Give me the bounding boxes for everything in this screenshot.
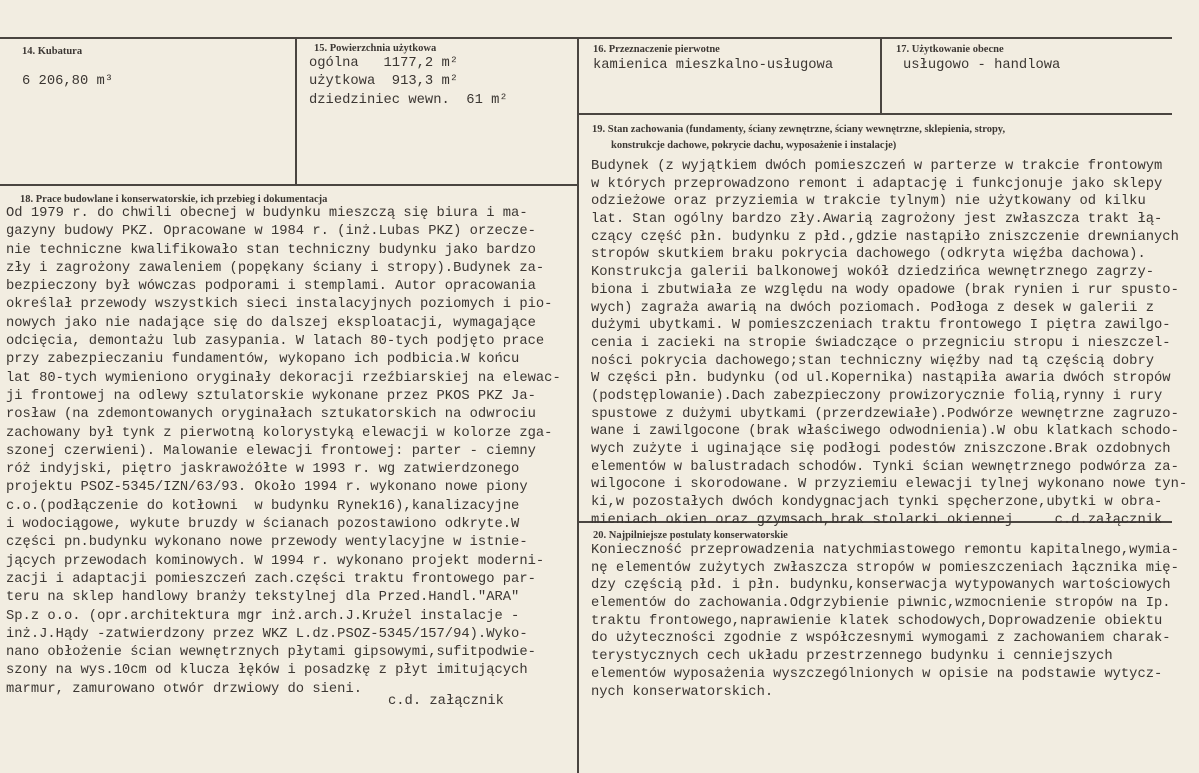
text-line: nano obłożenie ścian wewnętrznych płytami gipsowymi,sufitpodwie- — [6, 645, 536, 661]
text-line: wych) zagraża awarią na dwóch poziomach. Podłoga z desek w galerii z — [591, 300, 1155, 316]
text-line: stropów skutkiem braku pokrycia dachowego (odkryta więźba dachowa). — [591, 247, 1146, 263]
text-line: gazyny budowy PKZ. Opracowane w 1984 r. (inż.Lubas PKZ) orzecze- — [6, 224, 536, 240]
text-line: określał przewody wszystkich sieci instalacyjnych poziomych i pio- — [6, 297, 553, 313]
text-line: odcięcia, demontażu lub zasypania. W latach 80-tych podjęto prace — [6, 334, 545, 350]
text-line: traktu frontowego,naprawienie klatek schodowych,Doprowadzenie obiektu — [591, 613, 1163, 629]
text-line: mieniach okien oraz gzymsach,brak stolarki okiennej c.d.załącznik — [591, 512, 1163, 528]
text-line: lat 80-tych wymieniono oryginały dekoracji rzeźbiarskiej na elewac- — [6, 370, 561, 386]
current-use-value: usługowo - handlowa — [903, 58, 1061, 73]
text-line: wilgocone i skorodowane. W przyziemiu elewacji tylnej wykonano nowe tyn- — [591, 477, 1188, 493]
text-line: ki,w pozostałych dwóch kondygnacjach tynki spęcherzone,ubytki w obra- — [591, 495, 1163, 511]
text-line: Konstrukcja galerii balkonowej wokół dziedzińca wewnętrznego zagrzy- — [591, 265, 1155, 281]
divider-17-19 — [577, 113, 1172, 115]
text-line: ji frontowej na odlewy sztulatorskie wykonane przez PKOS PKZ Ja- — [6, 388, 536, 404]
text-line: wych zużyte i uginające się podłogi podestów zniszczone.Brak ozdobnych — [591, 442, 1171, 457]
divider-16-17 — [880, 38, 882, 114]
text-line: wane i zawilgocone (brak właściwego odwodnienia).W obu klatkach schodo- — [591, 424, 1179, 440]
text-line: odzieżowe oraz przyziemia w trakcie tylnym) nie użytkowany od kilku — [591, 194, 1146, 210]
text-line: czący część płn. budynku z płd.,gdzie nastąpiło zniszczenie drewnianych — [591, 229, 1179, 245]
text-line: W części płn. budynku (od ul.Kopernika) nastąpiła awaria dwóch stropów — [591, 371, 1171, 387]
text-line: elementów w balustradach schodów. Tynki ścian wewnętrznego podwórza za- — [591, 459, 1179, 475]
text-line: Sp.z o.o. (opr.architektura mgr inż.arch.J.Krużel instalacje - — [6, 608, 520, 624]
text-line: nę elementów zużytych zwłaszcza stropów w pomieszczeniach łącznika mię- — [591, 560, 1179, 576]
divider-15-18 — [0, 184, 577, 186]
text-line: lat. Stan ogólny bardzo zły.Awarią zagrożony jest zwłaszcza trakt łą- — [591, 212, 1163, 228]
divider-14-15 — [295, 38, 297, 185]
text-line: rosław (na zdemontowanych oryginałach sztukatorskich na odwrociu — [6, 407, 536, 423]
section-19-text — [591, 158, 1187, 529]
text-line: dziedziniec wewn. 61 m² — [309, 92, 508, 108]
divider-left-right — [577, 38, 579, 773]
text-line: zachowany był tynk z pierwotną kolorystyką elewacji w kolorze zga- — [6, 425, 553, 441]
text-line: bezpieczony był wówczas podporami i stemplami. Autor opracowania — [6, 279, 536, 295]
section-17-label: 17. Użytkowanie obecne — [896, 44, 1004, 55]
text-line: biona i zbutwiała ze względu na wody opadowe (brak rynien i rur spusto- — [591, 282, 1179, 298]
text-line: szony na wys.10cm od klucza łęków i posadzkę z płyt imitujących — [6, 663, 528, 679]
kubatura-value: 6 206,80 m³ — [22, 74, 114, 89]
original-purpose-value: kamienica mieszkalno-usługowa — [593, 58, 834, 73]
text-line: do użyteczności zgodnie z współczesnymi wymogami z zachowaniem charak- — [591, 631, 1171, 647]
text-line: zły i zagrożony zawaleniem (popękany ściany i stropy).Budynek za- — [6, 260, 545, 276]
text-line: jących przewodach kominowych. W 1994 r. wykonano projekt moderni- — [6, 553, 545, 569]
text-line: elementów do zachowania.Odgrzybienie piwnic,wzmocnienie stropów na Ip. — [591, 596, 1171, 612]
section-20-label: 20. Najpilniejsze postulaty konserwatorskie — [593, 530, 788, 541]
text-line: ności pokrycia dachowego;stan techniczny więźby nad tą częścią dobry — [591, 353, 1155, 369]
text-line: elementów wyposażenia wyszczególnionych w opisie na podstawie wytycz- — [591, 666, 1163, 682]
section-15-values — [309, 55, 508, 110]
text-line: teru na sklep handlowy branży tekstylnej dla Przed.Handl."ARA" — [6, 590, 520, 606]
section-18-label: 18. Prace budowlane i konserwatorskie, ich przebieg i dokumentacja — [20, 194, 328, 205]
text-line: zacji i adaptacji pomieszczeń zach.części traktu frontowego par- — [6, 571, 536, 587]
text-line: szonej czerwieni). Malowanie elewacji frontowej: parter - ciemny — [6, 443, 536, 459]
text-line: marmur, zamurowano otwór drzwiowy do sieni. — [6, 681, 363, 697]
section-18-footer: c.d. załącznik — [388, 694, 504, 709]
text-line: spustowe z dużymi ubytkami (przerdzewiałe).Podwórze wewnętrzne zagruzo- — [591, 406, 1179, 422]
text-line: Konieczność przeprowadzenia natychmiastowego remontu kapitalnego,wymia- — [591, 543, 1179, 558]
text-line: inż.J.Hądy -zatwierdzony przez WKZ L.dz.PSOZ-5345/157/94).Wyko- — [6, 626, 528, 642]
text-line: nowych jako nie nadające się do dalszej eksploatacji, wymagające — [6, 315, 536, 331]
section-19-label: 19. Stan zachowania (fundamenty, ściany zewnętrzne, ściany wewnętrzne, sklepienia, stropy, — [592, 124, 1006, 135]
text-line: przy zabezpieczaniu fundamentów, wykopano ich podbicia.W końcu — [6, 352, 520, 368]
section-18-text — [6, 205, 561, 699]
text-line: nych konserwatorskich. — [591, 684, 774, 700]
section-16-label: 16. Przeznaczenie pierwotne — [593, 44, 720, 55]
text-line: dużymi ubytkami. W pomieszczeniach traktu frontowego I piętra zawilgo- — [591, 318, 1171, 334]
text-line: i wodociągowe, wykute bruzdy w ścianach pozostawiono odkryte.W — [6, 517, 520, 533]
text-line: c.o.(podłączenie do kotłowni w budynku Rynek16),kanalizacyjne — [6, 498, 520, 514]
text-line: nie techniczne kwalifikowało stan techniczny budynku jako bardzo — [6, 242, 536, 258]
text-line: róż indyjski, piętro jaskrawożółte w 1993 r. wg zatwierdzonego — [6, 462, 520, 478]
text-line: cenia i zacieki na stropie świadczące o przegniciu stropu i nieszczel- — [591, 335, 1171, 351]
section-14-label: 14. Kubatura — [22, 46, 83, 57]
text-line: użytkowa 913,3 m² — [309, 74, 459, 90]
text-line: w których przeprowadzono remont i adaptację i funkcjonuje jako sklepy — [591, 176, 1163, 192]
text-line: projektu PSOZ-5345/IZN/63/93. Około 1994 r. wykonano nowe piony — [6, 480, 528, 496]
section-20-text — [591, 542, 1179, 701]
text-line: terystycznych cech układu przestrzennego budynku i cenniejszych — [591, 649, 1113, 665]
text-line: ogólna 1177,2 m² — [309, 56, 459, 71]
text-line: dzy częścią płd. i płn. budynku,konserwacja wytypowanych wartościowych — [591, 578, 1171, 594]
section-15-label: 15. Powierzchnia użytkowa — [314, 43, 437, 54]
section-19-label-cont: konstrukcje dachowe, pokrycie dachu, wyposażenie i instalacje) — [611, 140, 897, 151]
text-line: Od 1979 r. do chwili obecnej w budynku mieszczą się biura i ma- — [6, 206, 528, 221]
top-border — [0, 37, 1172, 39]
text-line: Budynek (z wyjątkiem dwóch pomieszczeń w parterze w trakcie frontowym — [591, 159, 1163, 174]
text-line: (podstęplowanie).Dach zabezpieczony prowizorycznie folią,rynny i rury — [591, 388, 1163, 404]
text-line: części pn.budynku wykonano nowe przewody wentylacyjne w istnie- — [6, 535, 528, 551]
